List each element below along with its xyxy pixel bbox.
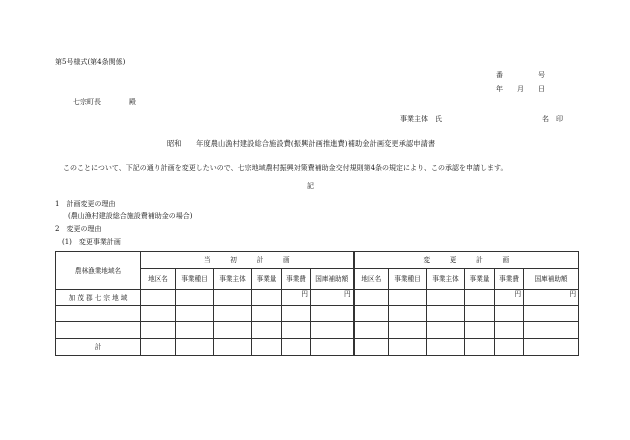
col-project-cost: 事業費 xyxy=(282,269,311,290)
item-2-sub: (1) 変更事業計画 xyxy=(62,238,121,246)
ki-label: 記 xyxy=(307,182,314,190)
document-title: 昭和 年度農山漁村建設総合施設費(振興計画推進費)補助金計画変更承認申請書 xyxy=(167,139,436,148)
col-project-cost-after: 事業費 xyxy=(495,269,524,290)
ref-number-label: 番 号 xyxy=(496,71,545,79)
table-row xyxy=(56,322,579,339)
col-district-after: 地区名 xyxy=(354,269,389,290)
item-1-sub: (農山漁村建設総合施設費補助金の場合) xyxy=(68,212,193,220)
applicant-label: 事業主体 氏 xyxy=(400,115,442,123)
col-project-type-after: 事業種目 xyxy=(389,269,427,290)
col-district: 地区名 xyxy=(141,269,176,290)
plan-change-table xyxy=(55,251,579,356)
region-header: 農林漁業地域名 xyxy=(56,252,141,290)
col-project-entity: 事業主体 xyxy=(214,269,252,290)
col-national-subsidy: 国庫補助額 xyxy=(311,269,354,290)
after-plan-header: 変 更 計 画 xyxy=(354,252,579,269)
table-row xyxy=(56,290,579,306)
col-national-subsidy-after: 国庫補助額 xyxy=(524,269,579,290)
addressee: 七宗町長 殿 xyxy=(73,98,136,106)
total-row xyxy=(56,339,579,356)
before-plan-header: 当 初 計 画 xyxy=(141,252,354,269)
item-2: 2 変更の理由 xyxy=(55,225,102,233)
total-label: 計 xyxy=(56,339,141,356)
col-project-type: 事業種目 xyxy=(176,269,214,290)
form-number: 第5号様式(第4条関係) xyxy=(55,58,126,66)
col-project-volume: 事業量 xyxy=(252,269,282,290)
yen-unit: 円 xyxy=(282,290,311,306)
body-text: このことについて、下記の通り計画を変更したいので、七宗地域農村振興対策費補助金交付規則第4条の規定により、この承認を申請します。 xyxy=(63,164,508,172)
date-label: 年 月 日 xyxy=(496,85,545,93)
table-row xyxy=(56,306,579,322)
seal-label: 名 印 xyxy=(542,115,563,123)
col-project-entity-after: 事業主体 xyxy=(427,269,465,290)
item-1: 1 計画変更の理由 xyxy=(55,200,116,208)
row-region: 加 茂 郡 七 宗 地 域 xyxy=(56,290,141,306)
yen-unit: 円 xyxy=(524,290,579,306)
yen-unit: 円 xyxy=(311,290,354,306)
col-project-volume-after: 事業量 xyxy=(465,269,495,290)
yen-unit: 円 xyxy=(495,290,524,306)
